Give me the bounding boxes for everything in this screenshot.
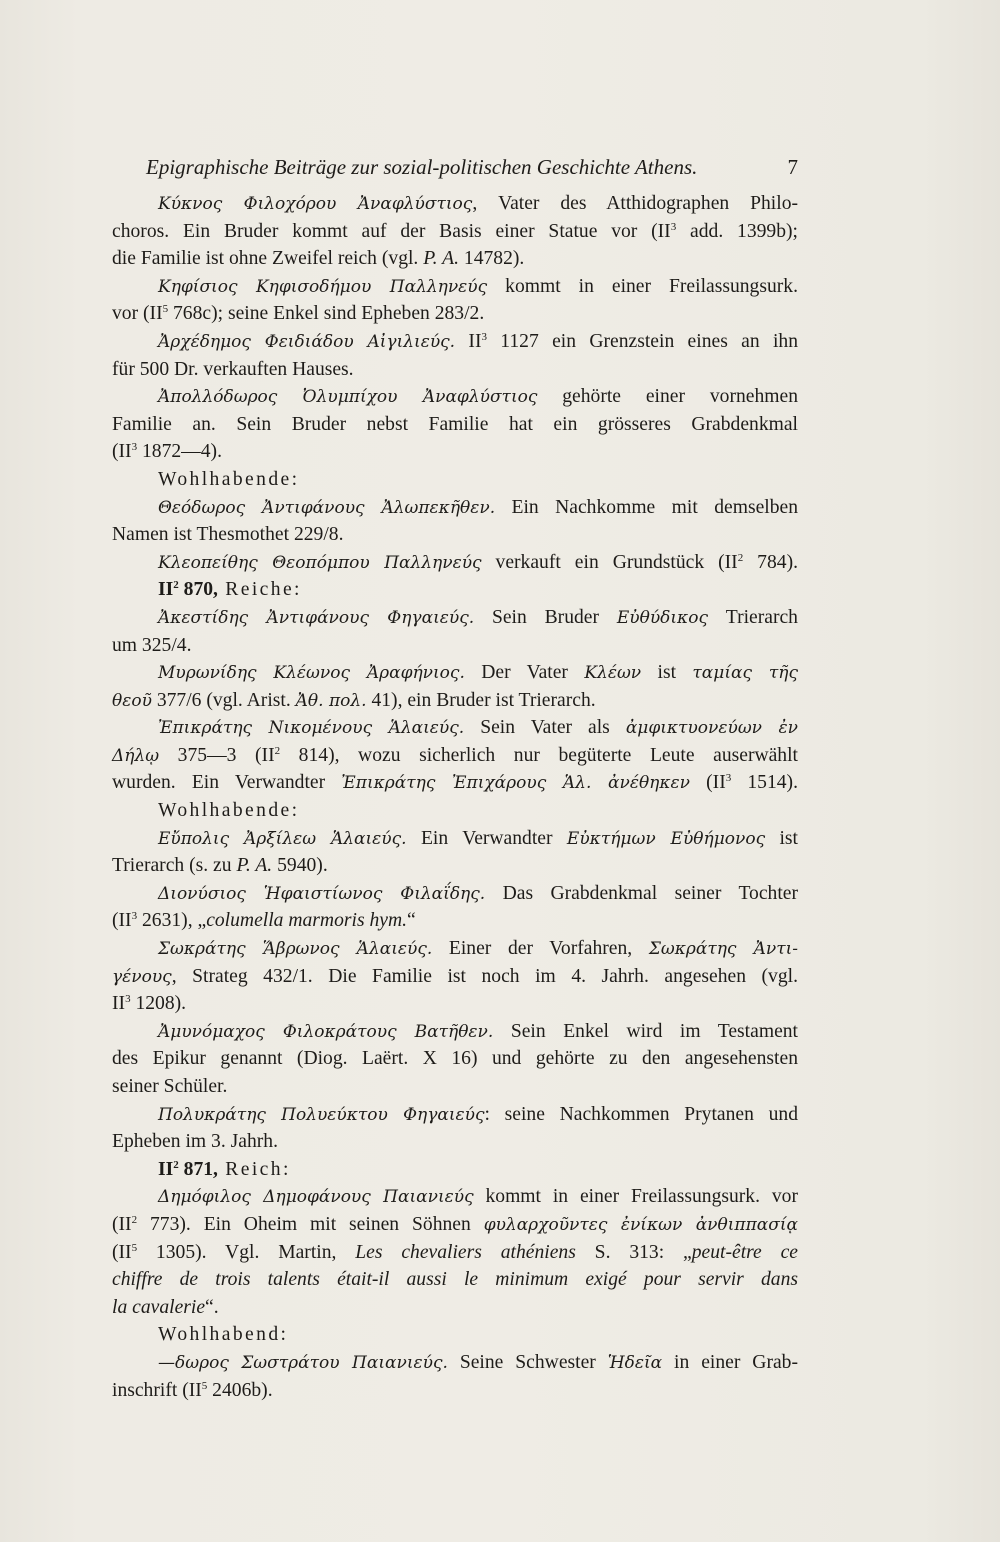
superscript: 2 <box>131 1213 138 1226</box>
text-span: 14782). <box>459 248 525 270</box>
greek-name: Διονύσιος Ἡφαιστίωνος Φιλαΐδης. <box>158 883 486 904</box>
italic-text: Les chevaliers athéniens <box>355 1241 576 1263</box>
text-line <box>112 1266 798 1294</box>
text-span: 375—3 (II <box>159 744 275 766</box>
superscript: 5 <box>201 1379 208 1392</box>
greek-name: Ἀμυνόμαχος Φιλοκράτους Βατῆθεν. <box>158 1021 494 1042</box>
text-span: II <box>455 330 482 352</box>
section-heading <box>112 576 798 604</box>
bold-reference: II <box>158 579 174 601</box>
greek-name: Μυρωνίδης Κλέωνος Ἀραφήνιος. <box>158 663 465 684</box>
text-span: Epheben im 3. Jahrh. <box>112 1131 278 1153</box>
text-span: 2406b). <box>207 1379 273 1401</box>
text-span: (II <box>112 1213 132 1235</box>
greek-name: Ἡδεῖα <box>607 1352 663 1373</box>
text-span: (II <box>112 910 132 932</box>
text-span: 5940). <box>272 855 328 877</box>
text-span: 377/6 (vgl. Arist. <box>151 689 296 711</box>
text-line <box>112 1183 798 1211</box>
superscript: 2 <box>274 744 281 757</box>
text-line <box>112 218 798 246</box>
text-line <box>112 1377 798 1405</box>
greek-name: Σωκράτης Ἀντι- <box>648 939 799 960</box>
text-line <box>112 852 798 880</box>
text-span: Wohlhabende: <box>158 800 300 822</box>
greek-name: ἀμφικτυονεύων ἐν <box>625 718 798 739</box>
text-span: Ein Nachkomme mit demselben <box>495 496 798 518</box>
greek-name: Δήλῳ <box>112 745 160 766</box>
italic-text: peut-être ce <box>691 1241 798 1263</box>
text-span: (II <box>689 772 726 794</box>
text-span: Namen ist Thesmothet 229/8. <box>112 524 344 546</box>
text-span: “ <box>407 910 416 932</box>
text-line <box>112 1045 798 1073</box>
superscript: 2 <box>737 551 744 564</box>
greek-name: φυλαρχοῦντες ἐνίκων ἀνθιππασίᾳ <box>483 1214 798 1235</box>
text-line <box>112 1073 798 1101</box>
text-line <box>112 769 798 797</box>
greek-name: Θεόδωρος Ἀντιφάνους Ἀλωπεκῆθεν. <box>158 497 496 518</box>
text-line <box>112 714 798 742</box>
text-span: gehörte einer vornehmen <box>537 386 798 408</box>
greek-name: Εὐθύδικος <box>616 607 708 628</box>
text-line <box>112 935 798 963</box>
text-span: die Familie ist ohne Zweifel reich (vgl. <box>112 248 424 270</box>
text-span: : seine Nachkommen Prytanen und <box>484 1103 798 1125</box>
text-line <box>112 742 798 770</box>
text-span: Trierarch <box>707 606 798 628</box>
text-span: add. 1399b); <box>676 220 798 242</box>
text-line <box>112 190 798 218</box>
text-span: 773). Ein Oheim mit seinen Söhnen <box>137 1213 484 1235</box>
bold-reference: 870, <box>178 579 218 601</box>
text-span: 1208). <box>130 993 187 1015</box>
text-line <box>112 494 798 522</box>
text-span: für 500 Dr. verkauften Hauses. <box>112 358 354 380</box>
text-span: in einer Grab- <box>662 1351 798 1373</box>
text-span: 1305). Vgl. Martin, <box>137 1241 356 1263</box>
greek-name: Κηφίσιος Κηφισοδήμου Παλληνεύς <box>158 276 488 297</box>
text-span: Familie an. Sein Bruder nebst Familie hat ein grösseres Grabdenkmal <box>112 413 798 435</box>
superscript: 3 <box>481 330 487 343</box>
text-span: Sein Enkel wird im Testament <box>493 1020 799 1042</box>
text-span: inschrift (II <box>112 1379 202 1401</box>
text-line <box>112 907 798 935</box>
text-line <box>112 1101 798 1129</box>
text-line <box>112 300 798 328</box>
section-heading <box>112 797 798 825</box>
text-span: 1872—4). <box>137 441 222 463</box>
text-span: Wohlhabende: <box>158 468 300 490</box>
text-line <box>112 1239 798 1267</box>
section-heading <box>112 1156 798 1184</box>
text-span: 2631), „ <box>137 910 207 932</box>
text-span: wurden. Ein Verwandter <box>112 772 342 794</box>
text-line <box>112 521 798 549</box>
text-span: (II <box>112 441 132 463</box>
text-span: 814), wozu sicherlich nur begüterte Leute auserwählt <box>280 744 798 766</box>
greek-name: Ἀπολλόδωρος Ὀλυμπίχου Ἀναφλύστιος <box>158 387 538 408</box>
superscript: 3 <box>131 910 138 923</box>
text-span: Trierarch (s. zu <box>112 855 237 877</box>
text-span: Ein Verwandter <box>406 827 567 849</box>
superscript: 5 <box>162 303 169 316</box>
text-line <box>112 687 798 715</box>
greek-name: Κλεοπείθης Θεοπόμπου Παλληνεύς <box>158 552 482 573</box>
text-line <box>112 604 798 632</box>
text-line <box>112 383 798 411</box>
greek-name: Ἀρχέδημος Φειδιάδου Αἰγιλιεύς. <box>158 331 456 352</box>
text-span: seiner Schüler. <box>112 1076 228 1097</box>
superscript: 2 <box>173 1158 179 1171</box>
superscript: 2 <box>173 579 179 592</box>
greek-name: θεοῦ <box>112 690 152 711</box>
text-line <box>112 1128 798 1156</box>
italic-text: P. A. <box>236 855 273 877</box>
italic-text: la cavalerie <box>112 1296 206 1318</box>
superscript: 3 <box>670 220 677 233</box>
text-line <box>112 245 798 273</box>
italic-text: chiffre de trois talents était-il aussi le minimum exigé pour servir dans <box>112 1269 798 1291</box>
text-line <box>112 1349 798 1377</box>
text-span: Der Vater <box>464 662 585 684</box>
greek-name: Δημόφιλος Δημοφάνους Παιανιεύς <box>158 1187 474 1208</box>
italic-text: columella marmoris hym. <box>206 910 408 932</box>
greek-name: Ἀκεστίδης Ἀντιφάνους Φηγαιεύς. <box>158 607 475 628</box>
text-span: II <box>112 993 126 1015</box>
text-line <box>112 880 798 908</box>
text-span: des Epikur genannt (Diog. Laërt. X 16) und gehörte zu den angesehensten <box>112 1048 798 1070</box>
text-line <box>112 273 798 301</box>
greek-name: —δωρος Σωστράτου Παιανιεύς. <box>158 1352 448 1373</box>
text-span: , Vater des Atthidographen Philo- <box>472 193 799 214</box>
text-span: (II <box>112 1241 132 1263</box>
text-line <box>112 549 798 577</box>
text-span: ist <box>641 662 693 684</box>
greek-name: Κύκνος Φιλοχόρου Ἀναφλύστιος <box>158 194 473 214</box>
bold-reference: 871, <box>178 1158 218 1180</box>
section-heading <box>112 1321 798 1349</box>
greek-name: Εὔπολις Ἀρξίλεω Ἁλαιεύς. <box>158 828 407 849</box>
greek-name: Σωκράτης Ἅβρωνος Ἁλαιεύς. <box>158 939 433 960</box>
superscript: 5 <box>131 1241 138 1254</box>
text-line <box>112 1294 798 1322</box>
text-line <box>112 990 798 1018</box>
superscript: 3 <box>125 993 131 1006</box>
running-title: Epigraphische Beiträge zur sozial-politischen Geschichte Athens. <box>146 155 698 179</box>
greek-name: Κλέων <box>584 663 642 684</box>
body-text <box>112 190 798 1404</box>
text-line <box>112 1018 798 1046</box>
greek-name: γένους <box>112 966 172 987</box>
text-line <box>112 356 798 384</box>
text-line <box>112 825 798 853</box>
superscript: 3 <box>725 772 732 785</box>
text-line <box>112 1211 798 1239</box>
page-number: 7 <box>787 155 798 179</box>
text-line <box>112 963 798 991</box>
section-heading <box>112 466 798 494</box>
text-span: kommt in einer Freilassungsurk. vor <box>473 1186 798 1208</box>
text-span: um 325/4. <box>112 634 192 656</box>
text-span: vor (II <box>112 303 163 325</box>
text-span: 41), ein Bruder ist Trierarch. <box>366 689 596 711</box>
text-span: verkauft ein Grundstück (II <box>481 551 738 573</box>
greek-name: Εὐκτήμων Εὐθήμονος <box>566 828 766 849</box>
text-span: , Strateg 432/1. Die Familie ist noch im 4. Jahrh. angesehen (vgl. <box>171 965 798 987</box>
running-header <box>146 150 798 184</box>
text-span: ist <box>765 827 799 849</box>
greek-name: ταμίας τῆς <box>692 663 798 684</box>
text-span: Seine Schwester <box>447 1351 608 1373</box>
text-line <box>112 328 798 356</box>
superscript: 3 <box>131 441 138 454</box>
text-span: choros. Ein Bruder kommt auf der Basis einer Statue vor (II <box>112 220 671 242</box>
greek-name: Πολυκράτης Πολυεύκτου Φηγαιεύς <box>158 1104 485 1125</box>
text-span: kommt in einer Freilassungsurk. <box>487 275 798 297</box>
text-span: 768c); seine Enkel sind Epheben 283/2. <box>168 303 485 325</box>
text-line <box>112 438 798 466</box>
text-span: Einer der Vorfahren, <box>432 938 649 960</box>
italic-text: P. A. <box>423 248 459 270</box>
text-span: Sein Bruder <box>474 606 617 628</box>
text-span: S. 313: „ <box>575 1241 692 1263</box>
text-line <box>112 632 798 660</box>
text-span: Das Grabdenkmal seiner Tochter <box>485 882 798 904</box>
bold-reference: II <box>158 1158 174 1180</box>
text-span: 1127 ein Grenzstein eines an ihn <box>486 330 799 352</box>
text-span: 1514). <box>731 772 798 794</box>
text-span: “. <box>205 1296 219 1318</box>
text-span: Wohlhabend: <box>158 1324 289 1346</box>
greek-name: Ἀθ. πολ. <box>295 690 367 711</box>
text-line <box>112 411 798 439</box>
text-span: Sein Vater als <box>464 717 626 739</box>
greek-name: Ἐπικράτης Ἐπιχάρους Ἁλ. ἀνέθηκεν <box>341 773 690 794</box>
greek-name: Ἐπικράτης Νικομένους Ἁλαιεύς. <box>158 718 465 739</box>
spaced-heading-text: Reiche: <box>217 579 302 601</box>
spaced-heading-text: Reich: <box>217 1158 291 1180</box>
text-line <box>112 659 798 687</box>
text-span: 784). <box>743 551 798 573</box>
